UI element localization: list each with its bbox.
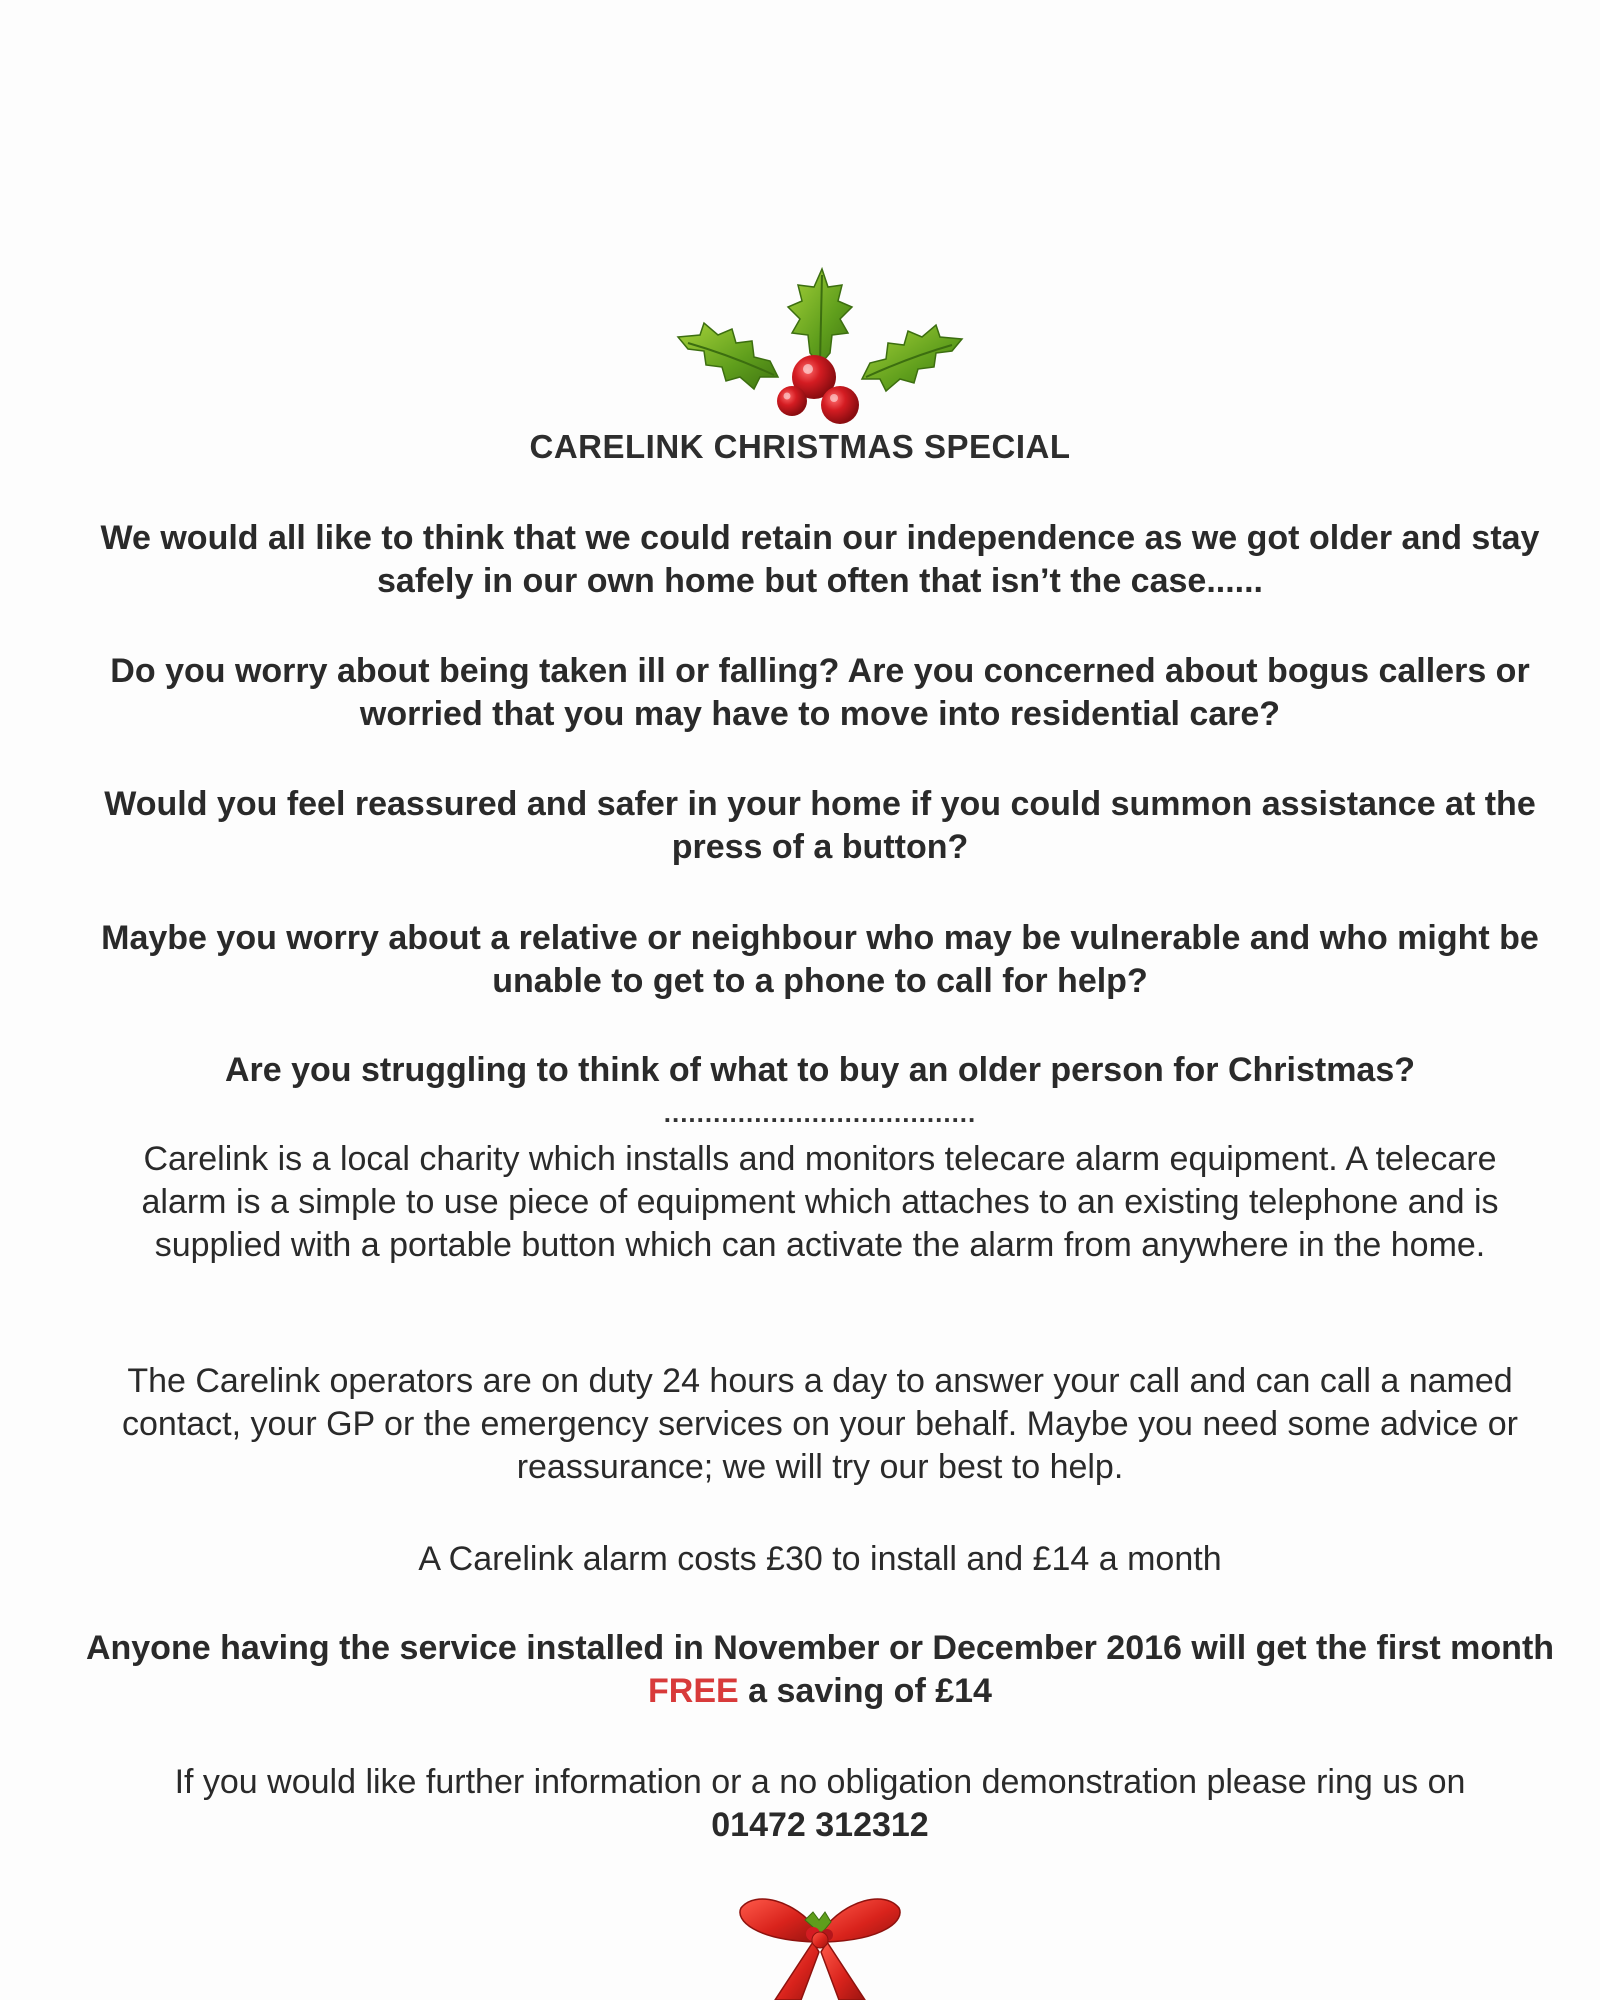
offer-paragraph bbox=[80, 1627, 1560, 1713]
christmas-gift-question: Are you struggling to think of what to buy an older person for Christmas? bbox=[224, 1051, 1416, 1089]
contact-text: If you would like further information or a no obligation demonstration please ring us on bbox=[174, 1763, 1466, 1801]
offer-text-before: Anyone having the service installed in November or December 2016 will get the first month bbox=[85, 1629, 1555, 1667]
holly-icon bbox=[670, 265, 970, 430]
reassurance-question-paragraph: Would you feel reassured and safer in your home if you could summon assistance at the press of a button? bbox=[104, 785, 1536, 866]
ribbon-bow-icon bbox=[735, 1890, 905, 2000]
worry-question-paragraph: Do you worry about being taken ill or falling? Are you concerned about bogus callers or worried that you may have to move into residential care? bbox=[110, 652, 1530, 733]
intro-paragraph: We would all like to think that we could retain our independence as we got older and stay safely in our own home but often that isn’t the case...... bbox=[100, 519, 1540, 600]
relative-question-paragraph: Maybe you worry about a relative or neighbour who may be vulnerable and who might be unable to get to a phone to call for help? bbox=[101, 919, 1539, 1000]
contact-paragraph bbox=[80, 1761, 1560, 1847]
phone-number: 01472 312312 bbox=[711, 1806, 929, 1844]
offer-text-after: a saving of £14 bbox=[748, 1672, 992, 1710]
page-title: CARELINK CHRISTMAS SPECIAL bbox=[529, 428, 1071, 465]
charity-description-paragraph: Carelink is a local charity which installs and monitors telecare alarm equipment. A telecare alarm is a simple to use piece of equipment which attaches to an existing telephone and is supplied with a portable button which can activate the alarm from anywhere in the home. bbox=[141, 1140, 1499, 1264]
operators-paragraph: The Carelink operators are on duty 24 hours a day to answer your call and can call a named contact, your GP or the emergency services on your behalf. Maybe you need some advice or reassurance; we will try our best to help. bbox=[122, 1362, 1518, 1486]
free-highlight: FREE bbox=[648, 1672, 739, 1710]
pricing-line: A Carelink alarm costs £30 to install and £14 a month bbox=[418, 1540, 1222, 1578]
dotted-divider: ...................................... bbox=[663, 1098, 977, 1128]
